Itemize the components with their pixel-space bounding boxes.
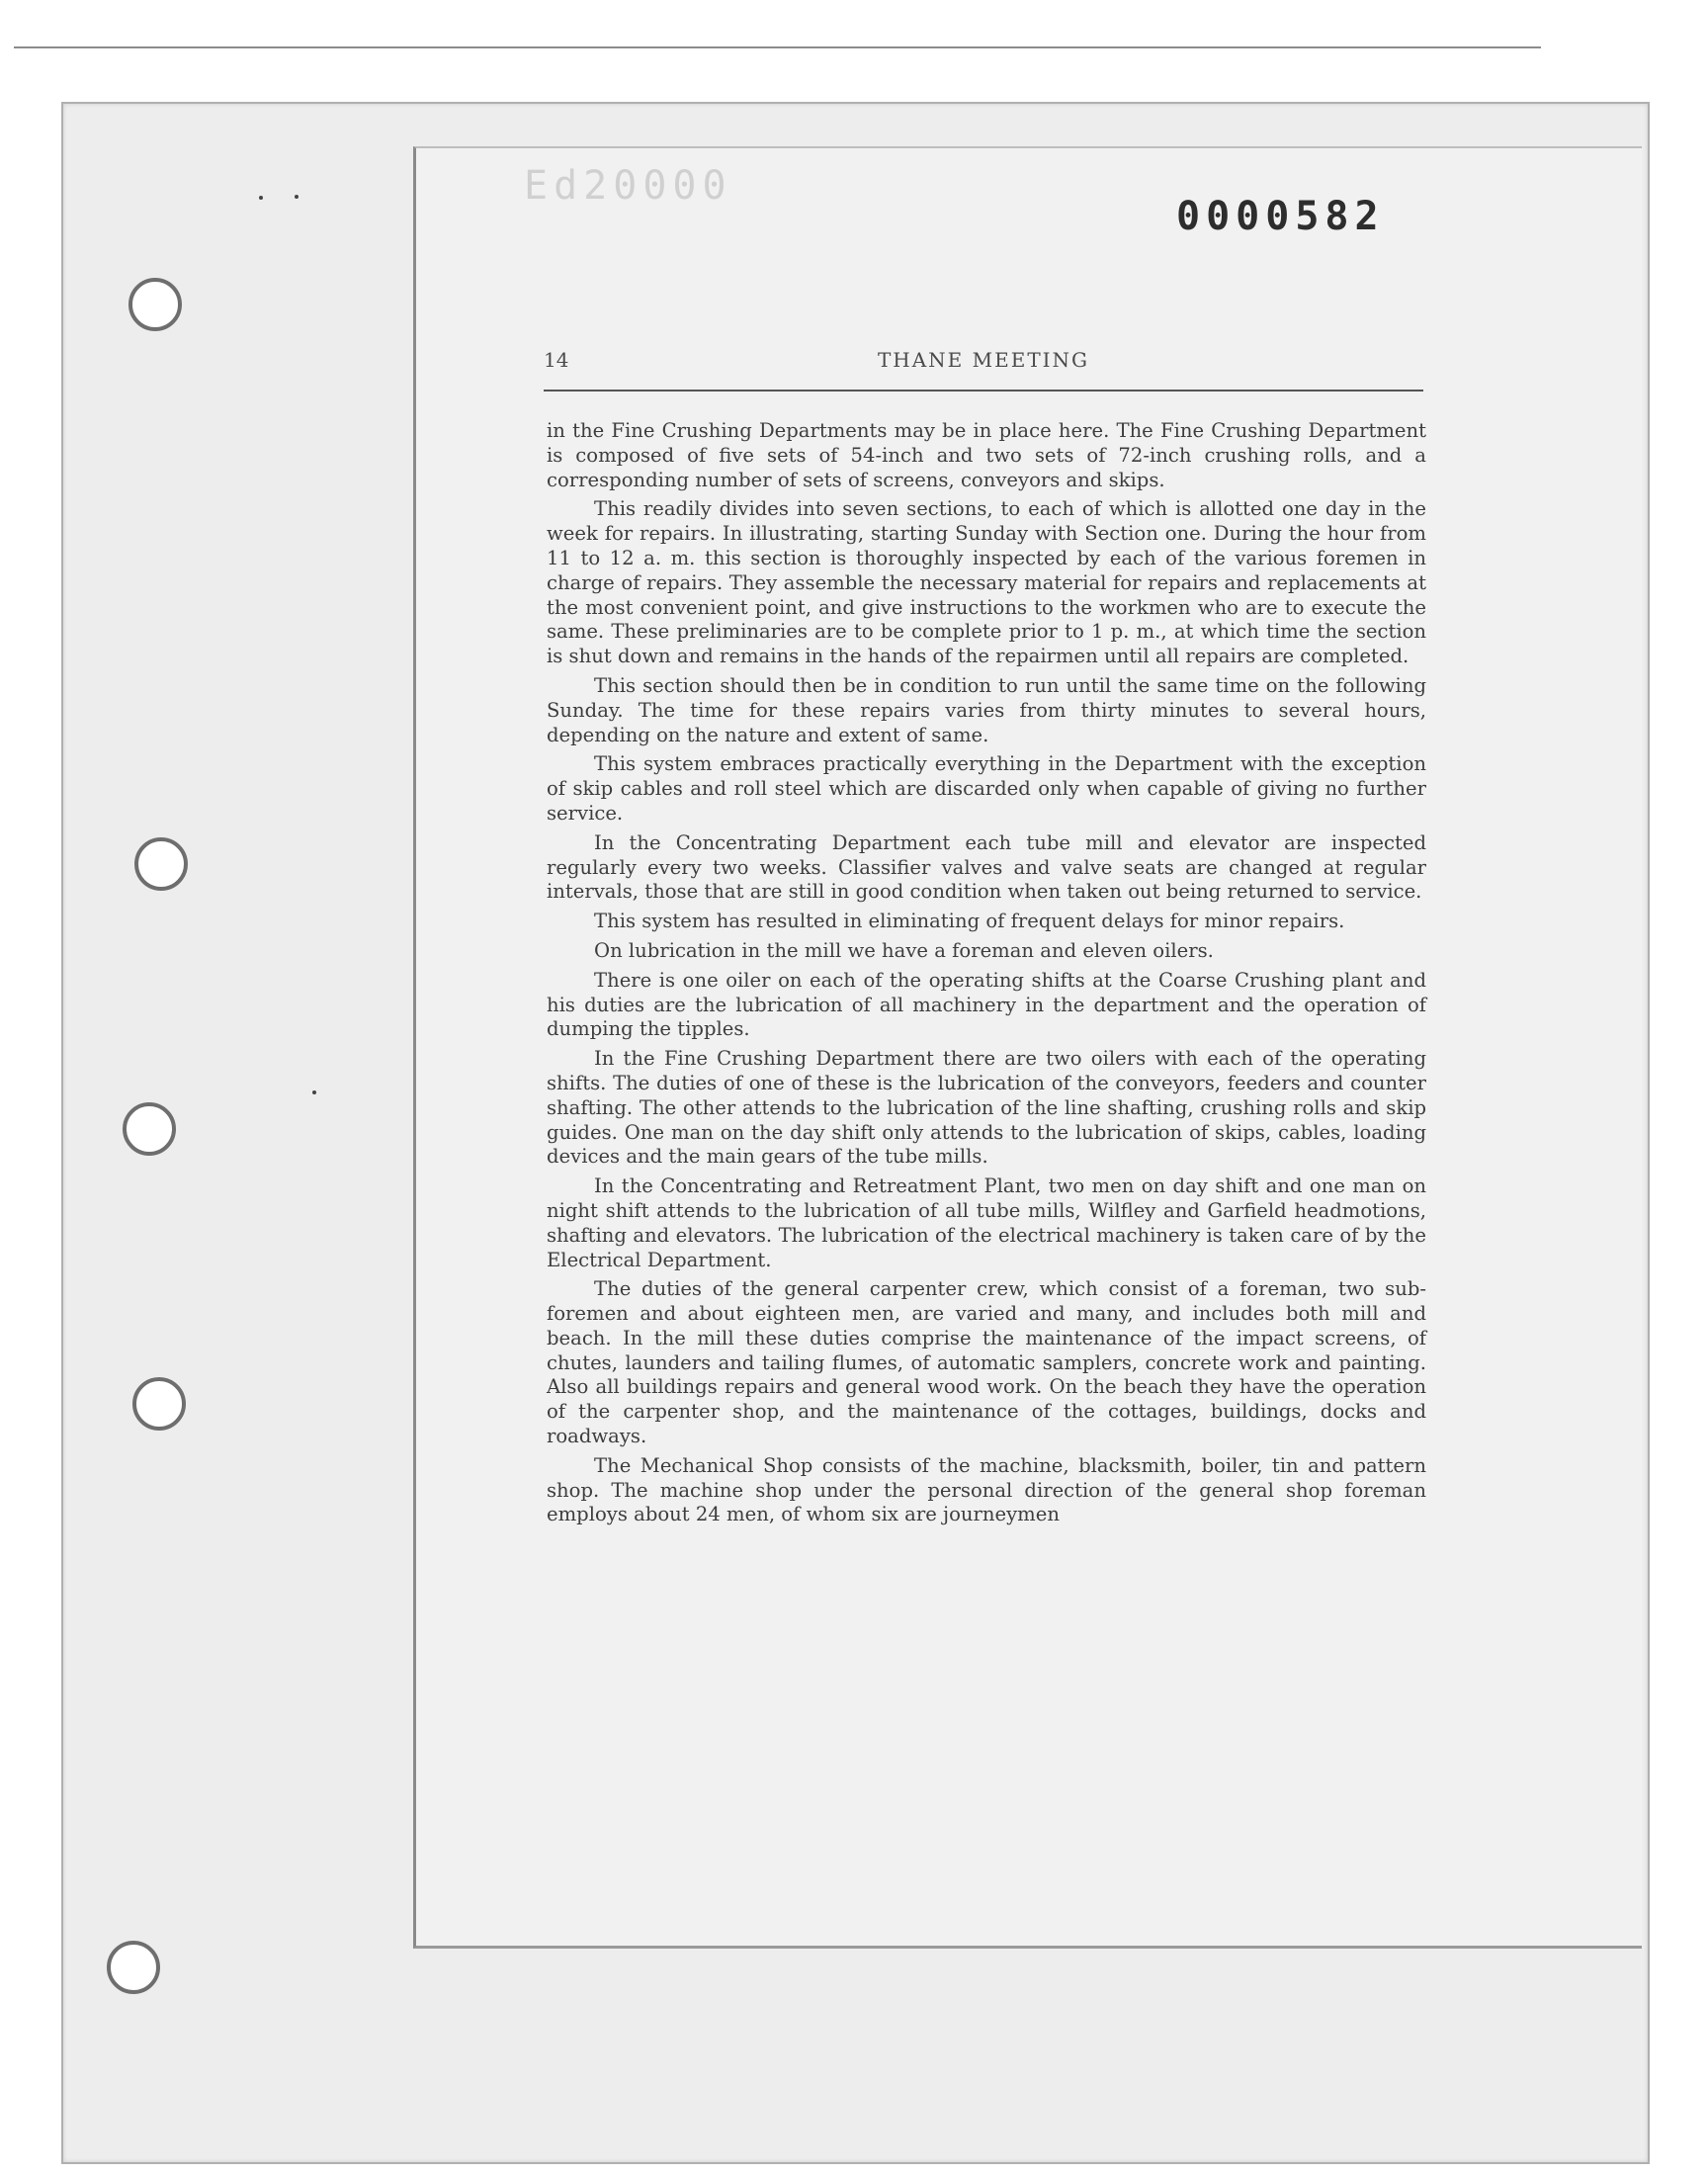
paragraph: In the Fine Crushing Department there are two oilers with each of the operating shifts. The duties of one of these is the lubrication of the conveyors, feeders and counter shafting. The other attends to the lubrication of the line shafting, crushing rolls and skip guides. One man on the day shift only attends to the lubrication of skips, cables, loading devices and the main gears of the tube mills. <box>547 1047 1426 1169</box>
scan-top-rule <box>14 46 1541 48</box>
running-header <box>544 348 1423 378</box>
body-text <box>547 419 1426 1532</box>
page-title: THANE MEETING <box>877 348 1090 372</box>
paragraph: On lubrication in the mill we have a foreman and eleven oilers. <box>594 938 1214 962</box>
paragraph: The duties of the general carpenter crew, which consist of a foreman, two sub-foremen and about eighteen men, are varied and many, and includes both mill and beach. In the mill these duties comprise the maintenance of the impact screens, of chutes, launders and tailing flumes, of automatic samplers, concrete work and painting. Also all buildings repairs and general wood work. On the beach they have the operation of the carpenter shop, and the maintenance of the cottages, buildings, docks and roadways. <box>547 1277 1426 1448</box>
paragraph: in the Fine Crushing Departments may be in place here. The Fine Crushing Department is composed of five sets of 54-inch and two sets of 72-inch crushing rolls, and a corresponding number of sets of screens, conveyors and skips. <box>547 419 1426 491</box>
faint-stamp-number: Ed20000 <box>524 163 732 209</box>
scan-speck <box>312 1090 316 1094</box>
paragraph: In the Concentrating Department each tube mill and elevator are inspected regularly every two weeks. Classifier valves and valve seats are changed at regular intervals, those that are still in good condition when taken out being returned to service. <box>547 830 1426 904</box>
scan-speck <box>259 196 263 200</box>
punch-hole <box>132 1377 186 1431</box>
punch-hole <box>123 1102 176 1156</box>
paragraph: The Mechanical Shop consists of the machine, blacksmith, boiler, tin and pattern shop. The machine shop under the personal direction of the general shop foreman employs about 24 men, of whom six are journeymen <box>547 1453 1426 1526</box>
scan-speck <box>295 195 299 199</box>
page-number: 14 <box>544 348 569 372</box>
paragraph: In the Concentrating and Retreatment Plant, two men on day shift and one man on night shift attends to the lubrication of all tube mills, Wilfley and Garfield headmotions, shafting and elevators. The lubrication of the electrical machinery is taken care of by the Electrical Department. <box>547 1174 1426 1271</box>
paragraph: This readily divides into seven sections, to each of which is allotted one day in the week for repairs. In illustrating, starting Sunday with Section one. During the hour from 11 to 12 a. m. this section is thoroughly inspected by each of the various foremen in charge of repairs. They assemble the necessary material for repairs and replacements at the most convenient point, and give instructions to the workmen who are to execute the same. These preliminaries are to be complete prior to 1 p. m., at which time the section is shut down and remains in the hands of the repairmen until all repairs are completed. <box>547 497 1426 668</box>
punch-hole <box>107 1941 160 1994</box>
paragraph: This system has resulted in eliminating of frequent delays for minor repairs. <box>594 910 1345 933</box>
paragraph: There is one oiler on each of the operating shifts at the Coarse Crushing plant and his duties are the lubrication of all machinery in the department and the operation of dumping the tipples. <box>547 968 1426 1041</box>
punch-hole <box>134 837 188 891</box>
punch-hole <box>128 278 182 331</box>
paragraph: This system embraces practically everything in the Department with the exception of skip cables and roll steel which are discarded only when capable of giving no further service. <box>547 752 1426 825</box>
document-number-stamp: 0000582 <box>1176 194 1385 239</box>
paragraph: This section should then be in condition to run until the same time on the following Sunday. The time for these repairs varies from thirty minutes to several hours, depending on the nature and extent of same. <box>547 673 1426 746</box>
header-rule <box>544 390 1423 392</box>
